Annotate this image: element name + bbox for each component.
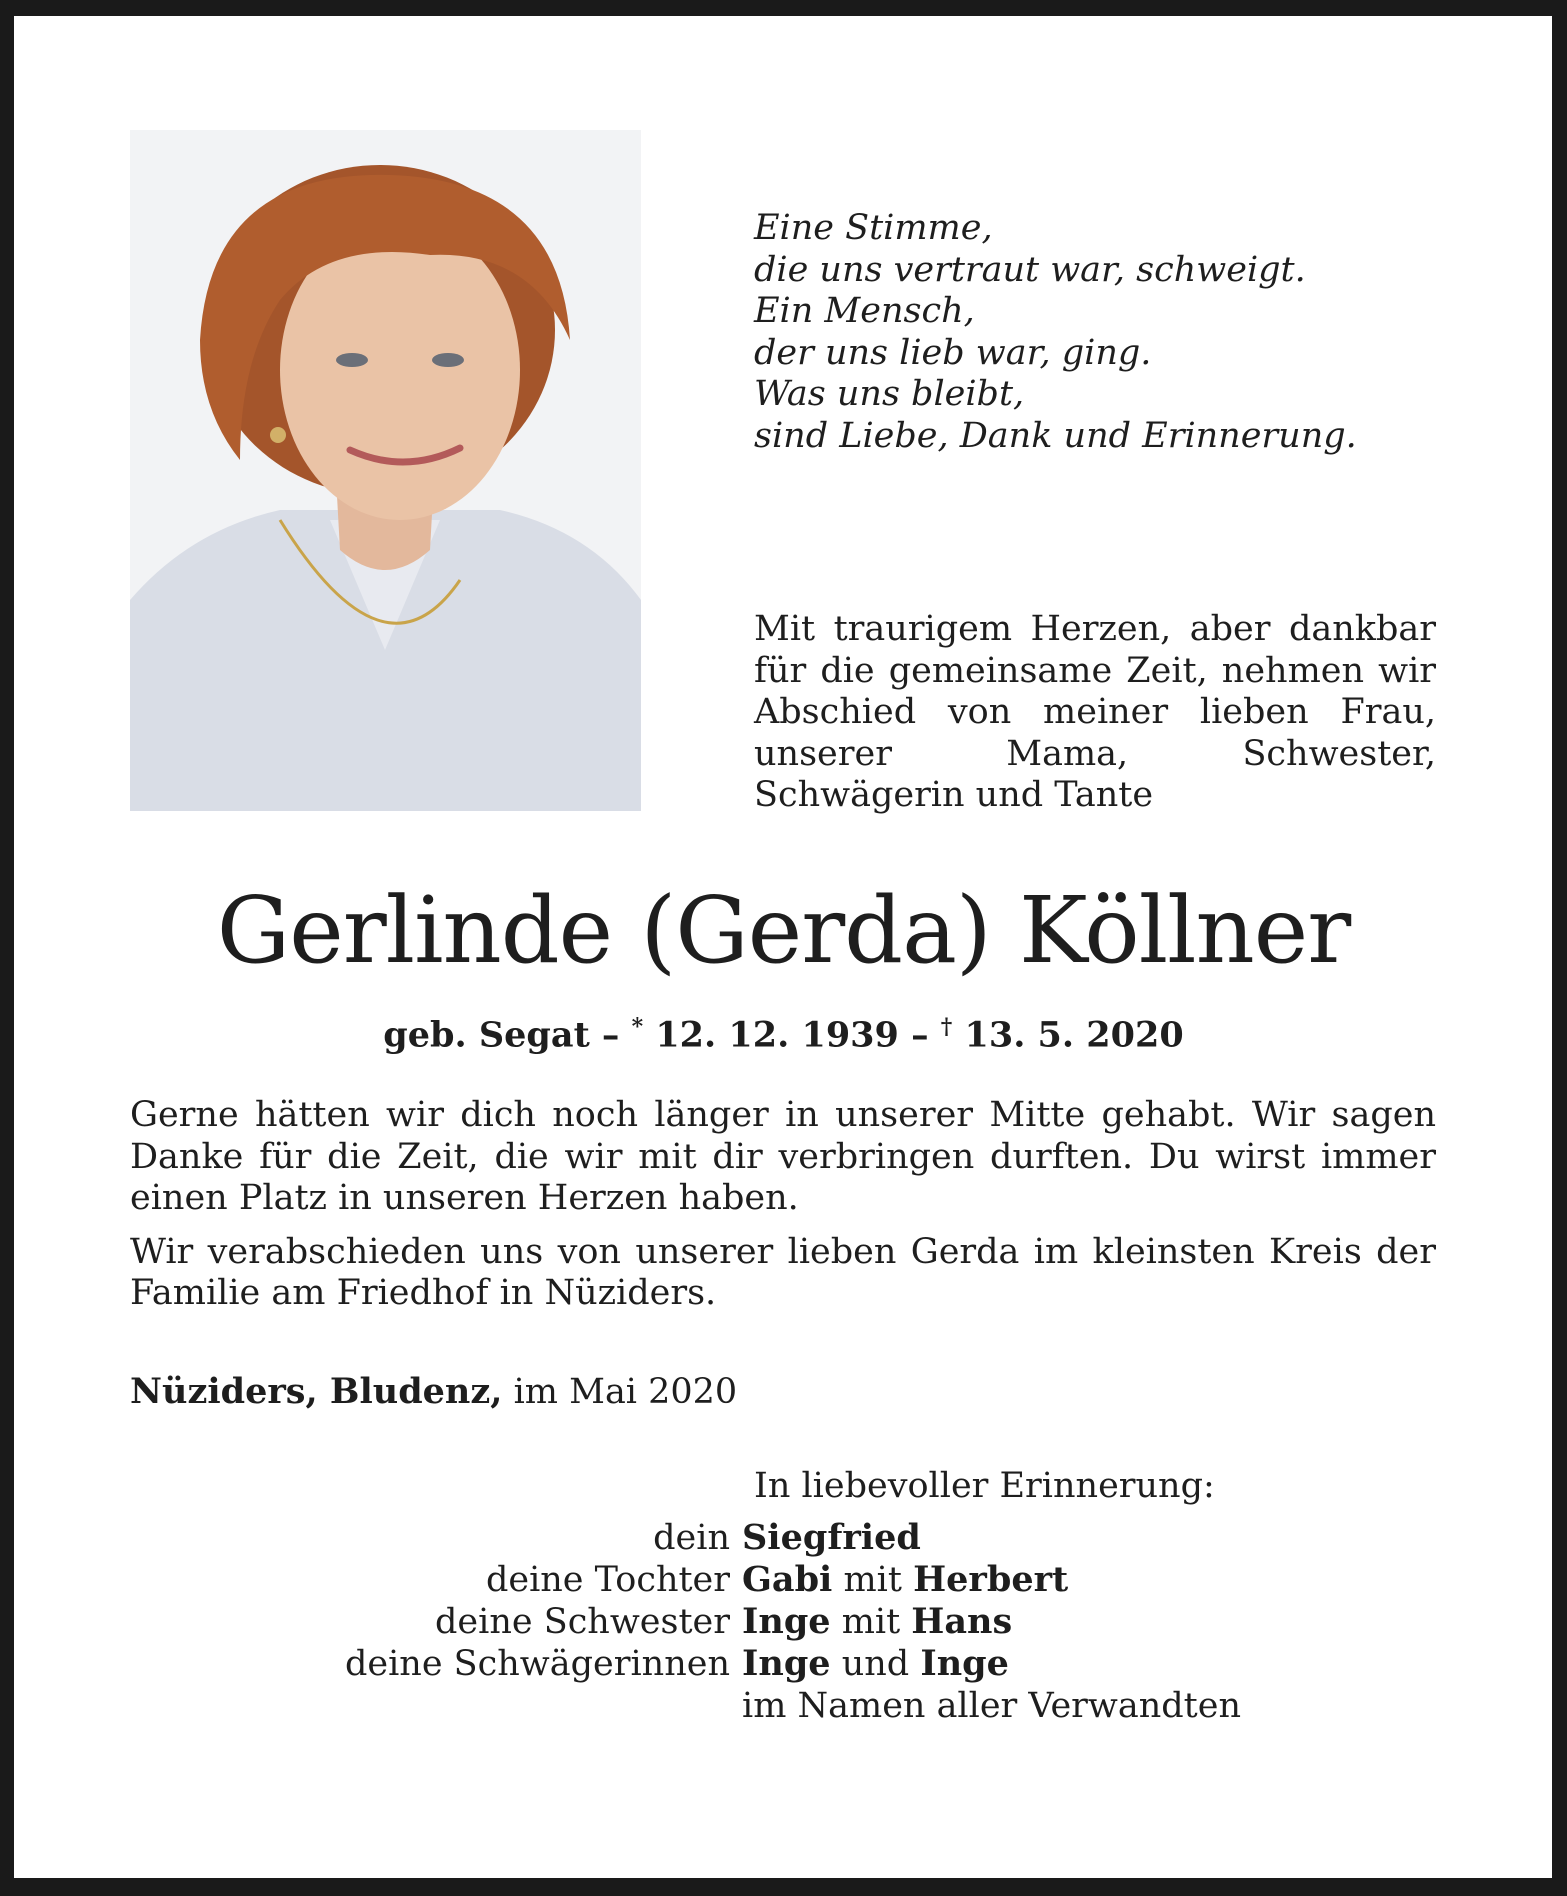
- deceased-name: Gerlinde (Gerda) Köllner: [216, 877, 1351, 984]
- family-name: Inge: [742, 1643, 831, 1684]
- body-paragraph: Gerne hätten wir dich noch länger in unserer Mitte gehabt. Wir sagen Danke für die Zeit, die wir mit dir verbringen durften. Du wirst immer einen Platz in unseren Herzen haben.: [130, 1095, 1436, 1218]
- family-relation: deine Schwägerinnen: [344, 1644, 730, 1684]
- poem-line: die uns vertraut war, schweigt.: [754, 249, 1306, 290]
- family-name: Herbert: [913, 1559, 1069, 1600]
- family-relation: deine Schwester: [435, 1602, 730, 1642]
- poem-line: sind Liebe, Dank und Erinnerung.: [754, 415, 1357, 456]
- family-footer: im Namen aller Verwandten: [742, 1686, 1241, 1726]
- birth-date: 12. 12. 1939: [655, 1014, 899, 1056]
- birth-symbol: *: [631, 1014, 644, 1040]
- place-date-text: im Mai 2020: [513, 1372, 738, 1412]
- poem: [754, 208, 1357, 457]
- body-paragraph: Wir verabschieden uns von unserer lieben Gerda im kleinsten Kreis der Familie am Friedhof in Nüziders.: [130, 1231, 1436, 1313]
- family-name: Inge: [920, 1643, 1009, 1684]
- family-name: Siegfried: [742, 1517, 921, 1558]
- family-row: [300, 1601, 1400, 1643]
- family-name: Hans: [911, 1601, 1013, 1642]
- family-joiner: mit: [841, 1602, 901, 1642]
- life-dates: geb. Segat – * 12. 12. 1939 – † 13. 5. 2020: [383, 1014, 1184, 1056]
- family-relation: deine Tochter: [485, 1560, 730, 1600]
- family-joiner: mit: [843, 1560, 902, 1600]
- family-row: [300, 1517, 1400, 1559]
- intro-text: Mit traurigem Herzen, aber dankbar für die gemeinsame Zeit, nehmen wir Abschied von meiner lieben Frau, unserer Mama, Schwester, Schwägerin und Tante: [754, 609, 1436, 815]
- death-date: 13. 5. 2020: [964, 1014, 1184, 1056]
- place-date: [130, 1370, 737, 1414]
- family-relation: dein: [653, 1518, 730, 1558]
- closing-heading: In liebevoller Erinnerung:: [754, 1466, 1215, 1506]
- family-joiner: und: [841, 1644, 910, 1684]
- family-row: [300, 1685, 1400, 1727]
- place-location: Nüziders, Bludenz,: [130, 1371, 503, 1412]
- poem-line: Was uns bleibt,: [754, 374, 1025, 414]
- family-row: [300, 1559, 1400, 1601]
- family-list: [300, 1517, 1400, 1727]
- portrait-photo: [130, 130, 641, 811]
- family-name: Inge: [742, 1601, 831, 1642]
- born-name: geb. Segat: [383, 1014, 590, 1056]
- poem-line: der uns lieb war, ging.: [754, 332, 1152, 373]
- body-text: [130, 1095, 1436, 1327]
- family-row: [300, 1643, 1400, 1685]
- family-name: Gabi: [742, 1559, 833, 1600]
- poem-line: Eine Stimme,: [754, 208, 993, 248]
- death-symbol: †: [940, 1014, 953, 1040]
- poem-line: Ein Mensch,: [754, 291, 975, 331]
